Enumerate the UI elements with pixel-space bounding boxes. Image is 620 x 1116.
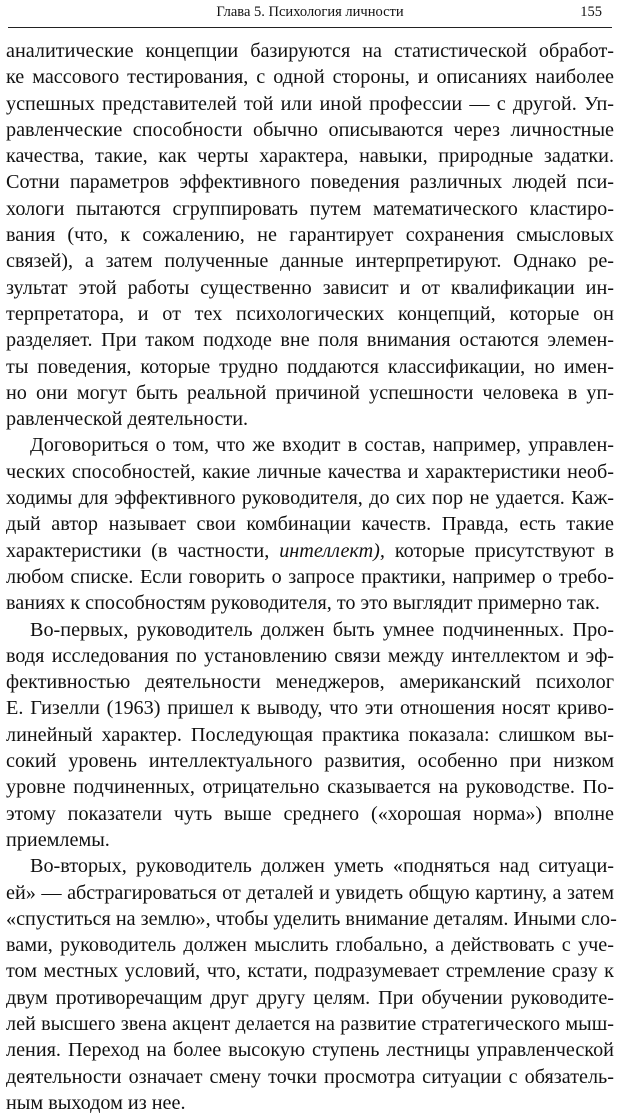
text-line xyxy=(6,538,614,564)
text-line: «спуститься на землю», чтобы уделить внимание деталям. Иными сло- xyxy=(6,907,617,930)
text-line: фективностью деятельности менеджеров, американский психолог xyxy=(6,671,614,694)
text-line: линейный характер. Последующая практика показала: слишком вы- xyxy=(6,723,614,746)
text-line: этому показатели чуть выше среднего («хорошая норма») вполне xyxy=(6,802,614,825)
text-line: ходимы для эффективного руководителя, до сих пор не удается. Каж- xyxy=(6,487,614,510)
text-line: зультат этой работы существенно зависит и от квалификации ин- xyxy=(6,276,614,299)
text-line: двум противоречащим друг другу целям. При обучении руководите- xyxy=(6,986,614,1009)
italic-term: интеллект), xyxy=(279,539,385,562)
text-line: ческих способностей, какие личные качества и характеристики необ- xyxy=(6,460,614,483)
text-line: вания (что, к сожалению, не гарантирует сохранения смысловых xyxy=(6,224,614,247)
text-line: равленческой деятельности. xyxy=(6,408,249,431)
text-line: любом списке. Если говорить о запросе практики, например о требо- xyxy=(6,565,614,588)
text-line-part: характеристики (в частности, xyxy=(6,539,280,562)
text-line: Во-вторых, руководитель должен уметь «подняться над ситуаци- xyxy=(30,855,614,878)
text-line: связей), а затем полученные данные интерпретируют. Однако ре- xyxy=(6,250,614,273)
text-line: дый автор называет свои комбинации качеств. Правда, есть такие xyxy=(6,513,614,536)
text-line: ным выходом из нее. xyxy=(6,1091,186,1114)
text-line: но они могут быть реальной причиной успешности человека в уп- xyxy=(6,381,614,404)
text-line: качества, такие, как черты характера, навыки, природные задатки. xyxy=(6,145,614,168)
text-line: ления. Переход на более высокую ступень лестницы управленческой xyxy=(6,1039,614,1062)
text-line: приемлемы. xyxy=(6,828,110,851)
text-line: Сотни параметров эффективного поведения различных людей пси- xyxy=(6,171,614,194)
text-line: аналитические концепции базируются на статистической обработ- xyxy=(6,40,614,62)
text-line: разделяет. При таком подходе вне поля внимания остаются элемен- xyxy=(6,329,614,352)
text-line: равленческие способности обычно описываются через личностные xyxy=(6,118,614,141)
text-line: ты поведения, которые трудно поддаются классификации, но имен- xyxy=(6,355,614,378)
text-line: успешных представителей той или иной профессии — с другой. Уп- xyxy=(6,92,614,115)
page-number: 155 xyxy=(580,4,602,20)
text-line: вами, руководитель должен мыслить глобально, а действовать с уче- xyxy=(6,934,614,957)
text-line: Во-первых, руководитель должен быть умнее подчиненных. Про- xyxy=(30,618,614,641)
running-header xyxy=(0,4,620,26)
body-text xyxy=(6,38,617,1116)
text-line: терпретатора, и от тех психологических концепций, которые он xyxy=(6,302,614,325)
text-line: хологи пытаются сгруппировать путем математического кластиро- xyxy=(6,197,614,220)
chapter-title: Глава 5. Психология личности xyxy=(216,4,404,20)
text-line: Е. Гизелли (1963) пришел к выводу, что эти отношения носят криво- xyxy=(6,697,614,720)
text-line: водя исследования по установлению связи между интеллектом и эф- xyxy=(6,644,614,667)
text-line: ке массового тестирования, с одной стороны, и описаниях наиболее xyxy=(6,66,614,89)
text-line: ей» — абстрагироваться от деталей и увидеть общую картину, а затем xyxy=(6,881,614,904)
text-line-part: которые присутствуют в xyxy=(384,539,614,562)
header-rule xyxy=(8,27,612,28)
text-line: ваниях к способностям руководителя, то это выглядит примерно так. xyxy=(6,592,600,615)
text-line: Договориться о том, что же входит в состав, например, управлен- xyxy=(30,434,614,457)
text-line: сокий уровень интеллектуального развития, особенно при низком xyxy=(6,750,614,773)
text-line: деятельности означает смену точки просмотра ситуации с обязатель- xyxy=(6,1065,614,1088)
text-line: лей высшего звена акцент делается на развитие стратегического мыш- xyxy=(6,1012,614,1035)
text-line: том местных условий, что, кстати, подразумевает стремление сразу к xyxy=(6,960,614,983)
text-line: уровне подчиненных, отрицательно сказывается на руководстве. По- xyxy=(6,776,614,799)
